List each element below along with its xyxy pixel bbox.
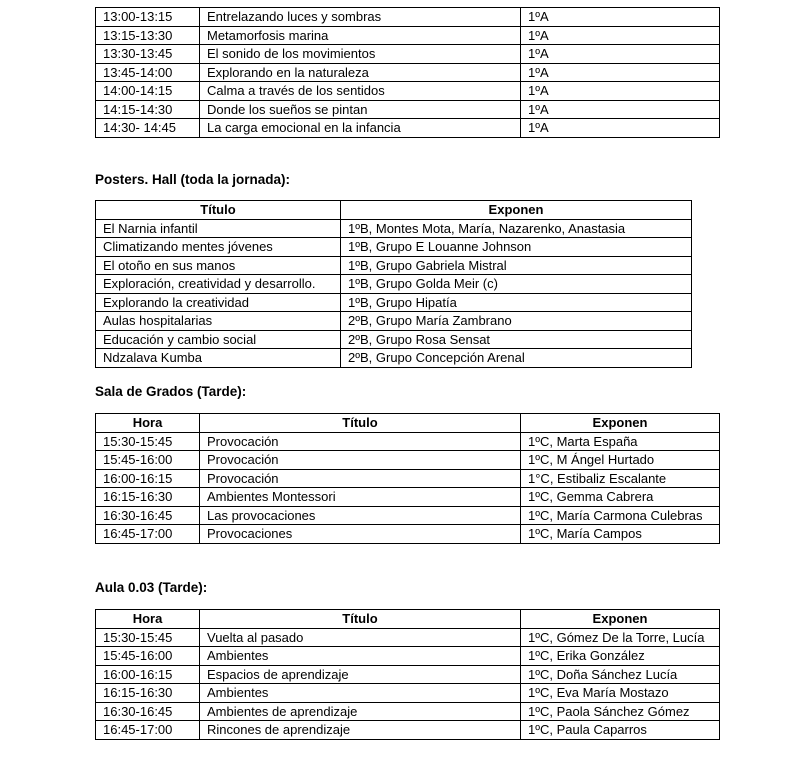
time-cell: 13:30-13:45 [96, 45, 200, 64]
time-cell: 16:45-17:00 [96, 721, 200, 740]
table-row [96, 219, 692, 238]
table-header-row [96, 414, 720, 433]
sala-grados-heading: Sala de Grados (Tarde): [95, 384, 247, 399]
table-row [96, 469, 720, 488]
table-row [96, 451, 720, 470]
presenters-cell: 1ºB, Grupo Hipatía [341, 293, 692, 312]
table-row [96, 63, 720, 82]
title-cell: Explorando la creatividad [96, 293, 341, 312]
table-row [96, 8, 720, 27]
schedule-table-morning [95, 7, 720, 138]
table-row [96, 525, 720, 544]
time-cell: 15:30-15:45 [96, 432, 200, 451]
time-cell: 15:45-16:00 [96, 647, 200, 666]
presenters-cell: 1ºC, Erika González [521, 647, 720, 666]
time-cell: 16:00-16:15 [96, 665, 200, 684]
presenters-cell: 1ºC, Paula Caparros [521, 721, 720, 740]
column-header-title: Título [200, 414, 521, 433]
title-cell: Provocaciones [200, 525, 521, 544]
title-cell: Aulas hospitalarias [96, 312, 341, 331]
time-cell: 16:45-17:00 [96, 525, 200, 544]
presenters-cell: 1ºC, Doña Sánchez Lucía [521, 665, 720, 684]
table-row [96, 256, 692, 275]
column-header-title: Título [200, 610, 521, 629]
title-cell: Climatizando mentes jóvenes [96, 238, 341, 257]
title-cell: Provocación [200, 432, 521, 451]
group-cell: 1ºA [521, 8, 720, 27]
presenters-cell: 1ºC, María Carmona Culebras [521, 506, 720, 525]
time-cell: 15:30-15:45 [96, 628, 200, 647]
aula-table [95, 609, 720, 740]
table-row [96, 312, 692, 331]
table-header-row [96, 201, 692, 220]
time-cell: 15:45-16:00 [96, 451, 200, 470]
title-cell: Explorando en la naturaleza [200, 63, 521, 82]
time-cell: 14:30- 14:45 [96, 119, 200, 138]
title-cell: Ambientes [200, 647, 521, 666]
title-cell: Ambientes Montessori [200, 488, 521, 507]
column-header-hora: Hora [96, 414, 200, 433]
title-cell: Espacios de aprendizaje [200, 665, 521, 684]
title-cell: Metamorfosis marina [200, 26, 521, 45]
time-cell: 16:00-16:15 [96, 469, 200, 488]
title-cell: Provocación [200, 451, 521, 470]
table-row [96, 488, 720, 507]
title-cell: Las provocaciones [200, 506, 521, 525]
time-cell: 13:00-13:15 [96, 8, 200, 27]
title-cell: Provocación [200, 469, 521, 488]
table-row [96, 26, 720, 45]
title-cell: Educación y cambio social [96, 330, 341, 349]
group-cell: 1ºA [521, 26, 720, 45]
table-row [96, 293, 692, 312]
table-row [96, 100, 720, 119]
table-row [96, 330, 692, 349]
table-row [96, 721, 720, 740]
presenters-cell: 2ºB, Grupo María Zambrano [341, 312, 692, 331]
time-cell: 16:15-16:30 [96, 488, 200, 507]
time-cell: 16:30-16:45 [96, 506, 200, 525]
title-cell: Exploración, creatividad y desarrollo. [96, 275, 341, 294]
title-cell: El sonido de los movimientos [200, 45, 521, 64]
presenters-cell: 1ºB, Grupo E Louanne Johnson [341, 238, 692, 257]
group-cell: 1ºA [521, 63, 720, 82]
presenters-cell: 1ºB, Montes Mota, María, Nazarenko, Anastasia [341, 219, 692, 238]
title-cell: Ndzalava Kumba [96, 349, 341, 368]
presenters-cell: 1ºB, Grupo Gabriela Mistral [341, 256, 692, 275]
presenters-cell: 1°C, Estibaliz Escalante [521, 469, 720, 488]
title-cell: Ambientes [200, 684, 521, 703]
group-cell: 1ºA [521, 119, 720, 138]
table-row [96, 506, 720, 525]
group-cell: 1ºA [521, 82, 720, 101]
table-row [96, 628, 720, 647]
table-row [96, 238, 692, 257]
table-row [96, 665, 720, 684]
presenters-cell: 1ºC, Paola Sánchez Gómez [521, 702, 720, 721]
time-cell: 16:30-16:45 [96, 702, 200, 721]
title-cell: Ambientes de aprendizaje [200, 702, 521, 721]
column-header-exponen: Exponen [341, 201, 692, 220]
aula-heading: Aula 0.03 (Tarde): [95, 580, 208, 595]
table-row [96, 119, 720, 138]
presenters-cell: 2ºB, Grupo Concepción Arenal [341, 349, 692, 368]
presenters-cell: 1ºC, Gemma Cabrera [521, 488, 720, 507]
time-cell: 13:45-14:00 [96, 63, 200, 82]
title-cell: Calma a través de los sentidos [200, 82, 521, 101]
table-header-row [96, 610, 720, 629]
column-header-title: Título [96, 201, 341, 220]
presenters-cell: 1ºC, M Ángel Hurtado [521, 451, 720, 470]
table-row [96, 45, 720, 64]
title-cell: Entrelazando luces y sombras [200, 8, 521, 27]
presenters-cell: 1ºB, Grupo Golda Meir (c) [341, 275, 692, 294]
time-cell: 16:15-16:30 [96, 684, 200, 703]
title-cell: El otoño en sus manos [96, 256, 341, 275]
presenters-cell: 1ºC, María Campos [521, 525, 720, 544]
table-row [96, 275, 692, 294]
title-cell: El Narnia infantil [96, 219, 341, 238]
presenters-cell: 1ºC, Marta España [521, 432, 720, 451]
column-header-exponen: Exponen [521, 414, 720, 433]
table-row [96, 647, 720, 666]
column-header-exponen: Exponen [521, 610, 720, 629]
table-row [96, 349, 692, 368]
presenters-cell: 1ºC, Eva María Mostazo [521, 684, 720, 703]
title-cell: Rincones de aprendizaje [200, 721, 521, 740]
presenters-cell: 2ºB, Grupo Rosa Sensat [341, 330, 692, 349]
posters-table [95, 200, 692, 368]
time-cell: 14:15-14:30 [96, 100, 200, 119]
group-cell: 1ºA [521, 45, 720, 64]
group-cell: 1ºA [521, 100, 720, 119]
time-cell: 13:15-13:30 [96, 26, 200, 45]
table-row [96, 432, 720, 451]
table-row [96, 684, 720, 703]
table-row [96, 82, 720, 101]
table-row [96, 702, 720, 721]
title-cell: Donde los sueños se pintan [200, 100, 521, 119]
title-cell: La carga emocional en la infancia [200, 119, 521, 138]
posters-heading: Posters. Hall (toda la jornada): [95, 172, 291, 187]
title-cell: Vuelta al pasado [200, 628, 521, 647]
time-cell: 14:00-14:15 [96, 82, 200, 101]
column-header-hora: Hora [96, 610, 200, 629]
presenters-cell: 1ºC, Gómez De la Torre, Lucía [521, 628, 720, 647]
sala-grados-table [95, 413, 720, 544]
